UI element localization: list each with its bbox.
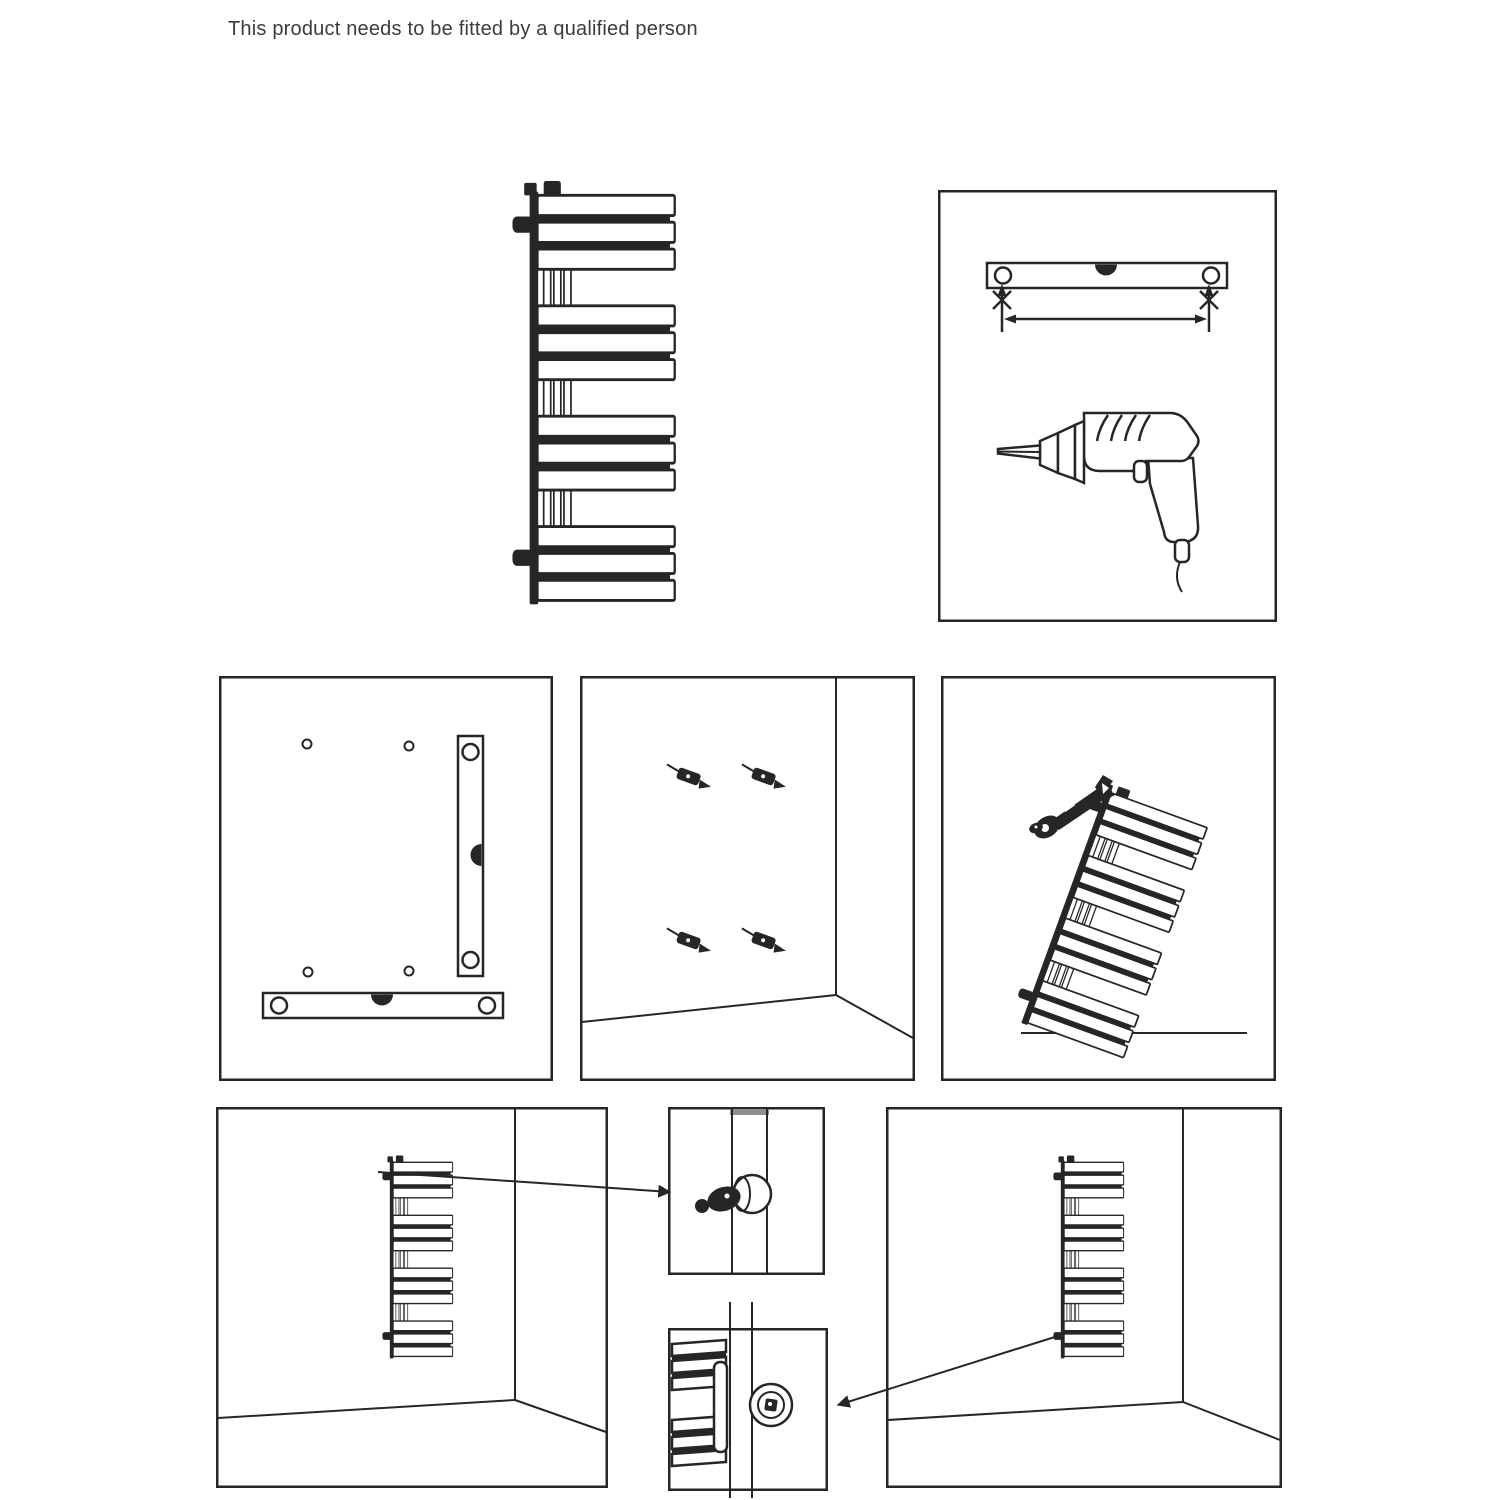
cross-marks-and-dimension [993,284,1218,332]
spirit-level-horizontal-icon [263,993,503,1018]
wall-plug-icon [663,762,714,792]
drill-icon [998,413,1199,592]
marked-holes [303,740,414,977]
panel-step-wall-plugs [580,676,915,1081]
spirit-level-icon [987,263,1227,288]
radiator-icon [1053,1155,1123,1358]
panel-step-mounted-radiator [886,1107,1282,1488]
bracket-knob-icon [750,1384,792,1426]
figure-towel-radiator-front-view [500,180,700,620]
wall-plug-icon [738,762,789,792]
radiator-icon [512,181,674,604]
panel-step-hang-radiator [216,1107,608,1488]
room-corner-lines [582,678,913,1038]
panel-step-attach-brackets [941,676,1276,1081]
wall-plug-icon [738,926,789,956]
detail-lower-bracket-fixing [668,1328,828,1491]
panel-step-mark-and-drill [938,190,1277,622]
spirit-level-vertical-icon [458,736,483,976]
wall-plug-icon [663,926,714,956]
page-title: This product needs to be fitted by a qualified person [228,18,698,40]
panel-step-template-alignment [219,676,553,1081]
detail-upper-bracket-fixing [668,1107,825,1275]
radiator-icon [382,1155,452,1358]
